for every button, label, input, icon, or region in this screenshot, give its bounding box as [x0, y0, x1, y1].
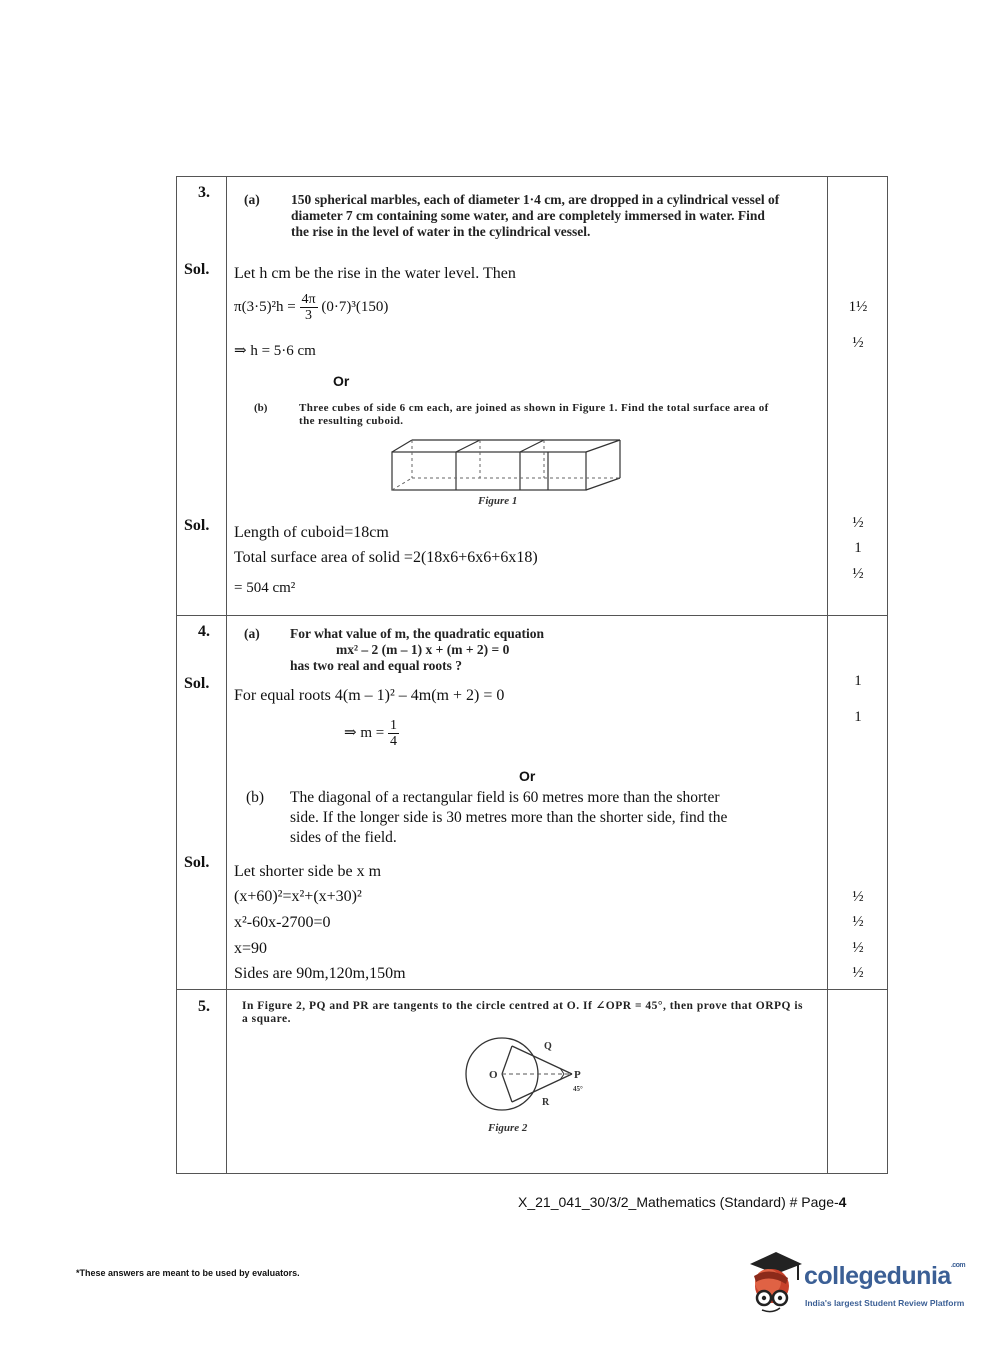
question-number-3: 3.	[198, 184, 210, 201]
q4-mark-b1: ½	[852, 889, 864, 905]
q4-part-a-line1: For what value of m, the quadratic equation	[290, 626, 545, 641]
question-number-5: 5.	[198, 998, 210, 1015]
q4-part-a-label: (a)	[244, 626, 260, 641]
q3-eq-right: (0·7)³(150)	[321, 298, 389, 315]
q4-frac-den: 4	[389, 734, 397, 749]
q4-result-fraction	[388, 718, 399, 749]
q3-sol-label-b: Sol.	[184, 517, 210, 534]
q3-mark-a1: 1½	[848, 299, 868, 315]
q4-mark-a1: 1	[854, 673, 862, 689]
q4-part-b-label: (b)	[246, 789, 265, 806]
q4-sol-b-line3: x²-60x-2700=0	[234, 914, 331, 931]
page-reference-text: X_21_041_30/3/2_Mathematics (Standard) # Page-	[518, 1194, 839, 1210]
q3-sol-label-a: Sol.	[184, 261, 210, 278]
q4-frac-num: 1	[389, 718, 397, 733]
q3-sol-b-line1: Length of cuboid=18cm	[234, 524, 389, 541]
q4-sol-b-line2: (x+60)²=x²+(x+30)²	[234, 888, 362, 905]
q4-sol-label-b: Sol.	[184, 854, 210, 871]
label-q: Q	[544, 1041, 552, 1052]
q3-mark-b3: ½	[852, 566, 864, 582]
q3-part-b-label: (b)	[254, 402, 268, 414]
q3-part-b	[254, 402, 774, 428]
label-p: P	[574, 1069, 581, 1081]
q3-sol-a-result: ⇒ h = 5·6 cm	[234, 343, 316, 359]
q4-sol-a-result	[344, 718, 399, 749]
q4-mark-a2: 1	[854, 709, 862, 725]
q4-part-a	[244, 626, 764, 674]
q3-or: Or	[333, 373, 350, 389]
q3-eq-left: π(3·5)²h =	[234, 298, 296, 315]
collegedunia-logo-icon	[740, 1250, 806, 1316]
q4-sol-label-a: Sol.	[184, 675, 210, 692]
label-angle: 45°	[573, 1085, 583, 1093]
collegedunia-tagline: India's largest Student Review Platform	[805, 1298, 965, 1308]
q4-sol-b-line5: Sides are 90m,120m,150m	[234, 965, 406, 982]
q4-part-a-line2: mx² – 2 (m – 1) x + (m + 2) = 0	[336, 642, 510, 657]
collegedunia-brand	[804, 1262, 965, 1291]
q4-sol-b-line1: Let shorter side be x m	[234, 863, 382, 880]
label-r: R	[542, 1097, 550, 1108]
q4-sol-a-line1: For equal roots 4(m – 1)² – 4m(m + 2) = 0	[234, 687, 505, 704]
column-divider-qno	[226, 177, 227, 1173]
q3-part-b-text: Three cubes of side 6 cm each, are joined as shown in Figure 1. Find the total surface area of the resulting cuboid.	[299, 402, 769, 427]
q3-mark-b2: 1	[854, 540, 862, 556]
q3-part-a-label: (a)	[244, 192, 260, 207]
q3-sol-a-equation	[234, 292, 388, 323]
q3-sol-b-line3: = 504 cm²	[234, 580, 296, 596]
q3-sol-a-line1: Let h cm be the rise in the water level. Then	[234, 265, 516, 282]
page-reference	[518, 1194, 846, 1210]
figure-1-caption: Figure 1	[478, 495, 518, 507]
q3-part-a-text: 150 spherical marbles, each of diameter 1·4 cm, are dropped in a cylindrical vessel of diameter 7 cm containing some water, and are completely immersed in water. Find the rise in the level of water in the cylindrical vessel.	[291, 192, 780, 239]
q3-part-a	[244, 192, 784, 240]
row-divider-q4-q5	[177, 989, 887, 990]
q4-sol-b-line4: x=90	[234, 940, 268, 957]
brand-name: collegedunia	[804, 1262, 951, 1290]
q4-part-a-line3: has two real and equal roots ?	[290, 658, 463, 673]
label-o: O	[489, 1069, 498, 1081]
q4-or: Or	[519, 768, 536, 784]
q5-text: In Figure 2, PQ and PR are tangents to the circle centred at O. If ∠OPR = 45°, then prove that ORPQ is a square.	[242, 1000, 804, 1025]
q3-eq-frac-num: 4π	[301, 292, 316, 307]
page-number: 4	[838, 1194, 847, 1210]
question-number-4: 4.	[198, 623, 210, 640]
figure-2-circle	[440, 1034, 610, 1114]
brand-suffix: .com	[950, 1262, 966, 1269]
figure-2-caption: Figure 2	[488, 1122, 528, 1134]
row-divider-q3-q4	[177, 615, 887, 616]
figure-1-cubes	[388, 436, 628, 496]
q4-part-b-text: The diagonal of a rectangular field is 60 metres more than the shorter side. If the longer side is 30 metres more than the shorter side, find the sides of the field.	[290, 789, 728, 846]
q4-result-left: ⇒ m =	[344, 724, 385, 741]
q4-mark-b2: ½	[852, 914, 864, 930]
evaluator-note: *These answers are meant to be used by evaluators.	[76, 1268, 300, 1278]
q4-mark-b3: ½	[852, 940, 864, 956]
q3-mark-a2: ½	[852, 335, 864, 351]
q4-mark-b4: ½	[852, 965, 864, 981]
q3-mark-b1: ½	[852, 515, 864, 531]
q3-eq-fraction	[300, 292, 318, 323]
q3-sol-b-line2: Total surface area of solid =2(18x6+6x6+6x18)	[234, 549, 538, 566]
q4-part-b	[246, 788, 746, 848]
q3-eq-frac-den: 3	[305, 308, 313, 323]
